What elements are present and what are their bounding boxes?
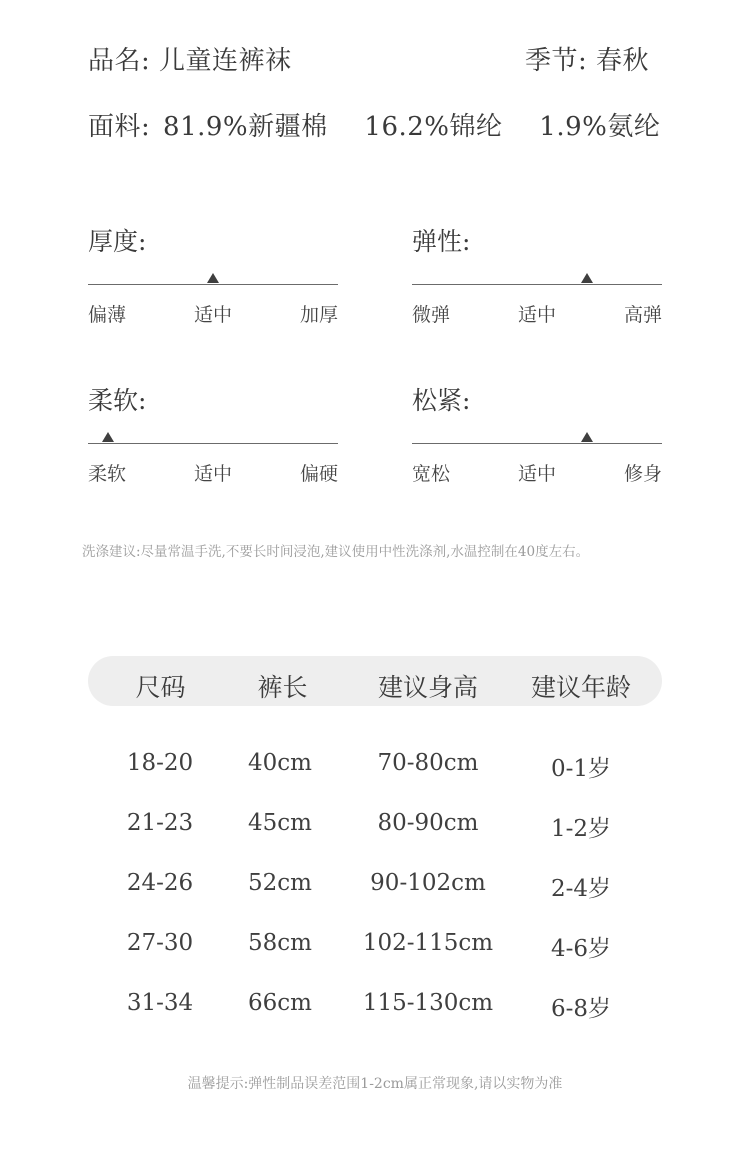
scale-label-low: 微弹 (412, 304, 451, 326)
table-row (88, 990, 662, 1030)
scale-label-mid: 适中 (517, 463, 556, 485)
fabric-nylon: 16.2%锦纶 (364, 112, 503, 142)
header-height: 建议身高 (377, 673, 478, 702)
cell-length: 45cm (248, 810, 312, 836)
cell-length: 52cm (248, 870, 312, 896)
scale-line (412, 443, 662, 444)
fabric-cotton: 81.9%新疆棉 (163, 112, 328, 142)
table-row (88, 930, 662, 970)
product-name-value: 儿童连裤袜 (159, 46, 292, 76)
cell-size: 21-23 (126, 810, 194, 836)
scale-label-high: 加厚 (299, 304, 338, 326)
scale-marker (581, 432, 593, 442)
scale-label-mid: 适中 (193, 304, 232, 326)
scale-fit (412, 381, 662, 486)
fabric-label: 面料: (88, 112, 151, 142)
scale-title: 柔软: (88, 386, 147, 415)
scale-label-low: 宽松 (412, 463, 451, 485)
fabric-spandex: 1.9%氨纶 (539, 112, 661, 142)
scale-label-high: 高弹 (623, 304, 662, 326)
cell-age: 0-1岁 (550, 756, 612, 782)
scale-line (412, 284, 662, 285)
fabric-row (88, 106, 688, 143)
season-value: 春秋 (596, 46, 650, 76)
scale-marker (581, 273, 593, 283)
cell-length: 58cm (248, 930, 312, 956)
cell-length: 40cm (248, 750, 312, 776)
cell-height: 115-130cm (362, 990, 494, 1016)
cell-height: 70-80cm (377, 750, 479, 776)
scale-line (88, 443, 338, 444)
tip-note: 温馨提示:弹性制品误差范围1-2cm属正常现象,请以实物为准 (187, 1076, 563, 1092)
scale-label-low: 柔软 (88, 463, 127, 485)
cell-size: 31-34 (126, 990, 194, 1016)
header-size: 尺码 (135, 673, 186, 702)
table-row (88, 750, 662, 790)
cell-height: 80-90cm (377, 810, 479, 836)
scale-label-low: 偏薄 (88, 304, 127, 326)
cell-size: 24-26 (126, 870, 194, 896)
scale-title: 弹性: (412, 227, 471, 256)
scale-softness (88, 381, 338, 486)
cell-age: 4-6岁 (550, 936, 612, 962)
cell-size: 27-30 (126, 930, 194, 956)
wash-note: 洗涤建议:尽量常温手洗,不要长时间浸泡,建议使用中性洗涤剂,水温控制在40度左右。 (82, 544, 590, 560)
scale-marker (207, 273, 219, 283)
cell-length: 66cm (248, 990, 312, 1016)
cell-height: 90-102cm (370, 870, 486, 896)
scale-thickness (88, 222, 338, 327)
product-name-label: 品名: (88, 46, 151, 76)
size-table-header (88, 656, 662, 706)
scale-label-mid: 适中 (193, 463, 232, 485)
header-length: 裤长 (257, 673, 308, 702)
scale-marker (102, 432, 114, 442)
season-row (525, 40, 649, 77)
scale-line (88, 284, 338, 285)
cell-height: 102-115cm (362, 930, 494, 956)
cell-size: 18-20 (126, 750, 194, 776)
scale-elasticity (412, 222, 662, 327)
cell-age: 1-2岁 (550, 816, 612, 842)
header-age: 建议年龄 (530, 673, 631, 702)
size-table-body (88, 750, 662, 1030)
product-name-row (88, 40, 292, 77)
scale-label-mid: 适中 (517, 304, 556, 326)
table-row (88, 810, 662, 850)
scale-title: 松紧: (412, 386, 471, 415)
season-label: 季节: (525, 46, 588, 76)
cell-age: 6-8岁 (550, 996, 612, 1022)
table-row (88, 870, 662, 910)
cell-age: 2-4岁 (550, 876, 612, 902)
scale-label-high: 偏硬 (299, 463, 338, 485)
scale-label-high: 修身 (623, 463, 662, 485)
scale-title: 厚度: (88, 227, 147, 256)
